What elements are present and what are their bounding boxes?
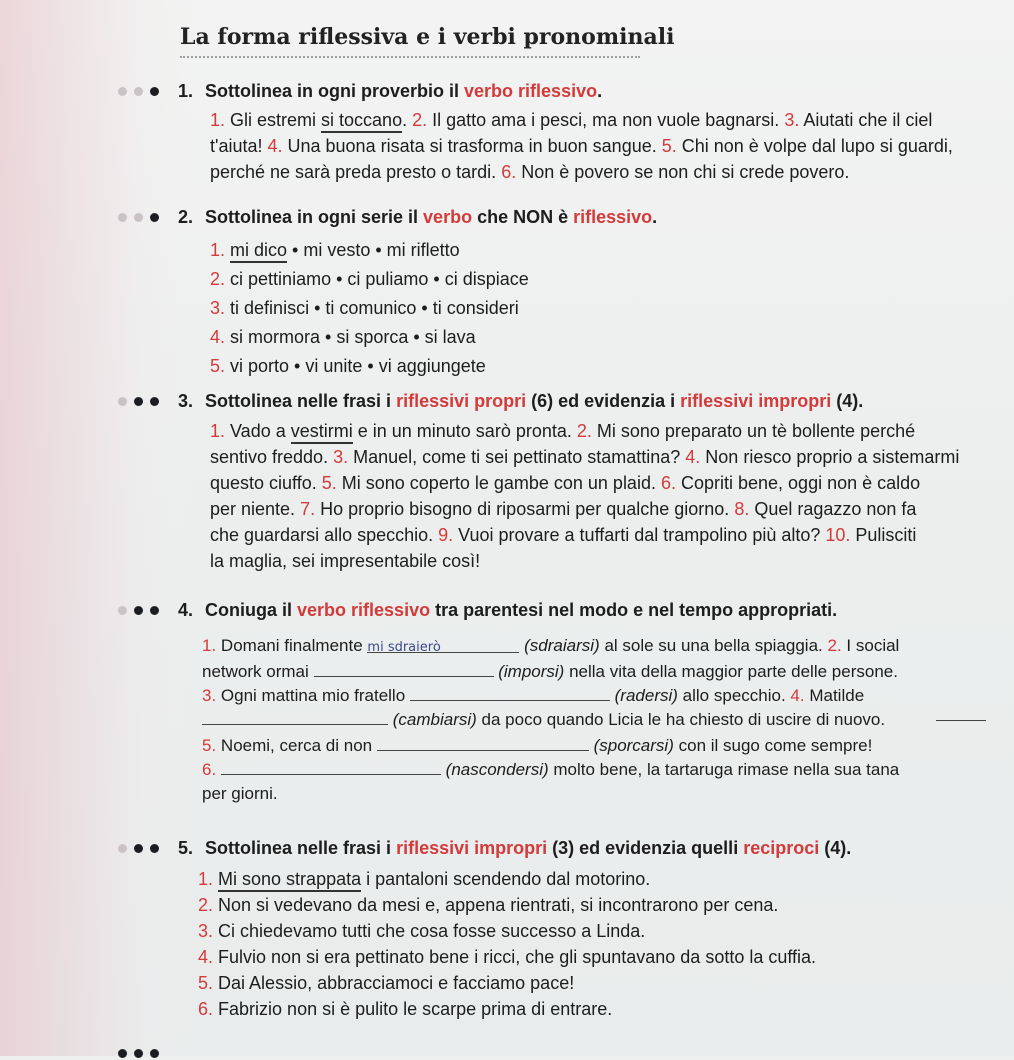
difficulty-dot xyxy=(150,397,159,406)
list-item: 6. Fabrizio non si è pulito le scarpe prima di entrare. xyxy=(198,999,613,1019)
difficulty-dot xyxy=(134,213,143,222)
difficulty-dots-6 xyxy=(118,1048,180,1060)
difficulty-dot xyxy=(118,87,127,96)
difficulty-dot xyxy=(134,844,143,853)
list-item: 2. Non si vedevano da mesi e, appena rientrati, si incontrarono per cena. xyxy=(198,895,779,915)
answer-blank[interactable] xyxy=(936,704,986,721)
difficulty-dot xyxy=(134,1049,143,1058)
exercise-2-heading: 2. Sottolinea in ogni serie il verbo che NON è riflessivo. xyxy=(178,207,658,227)
fill-line-6: 6. (nascondersi) molto bene, la tartaruga rimase nella sua tana xyxy=(202,760,900,779)
difficulty-dot xyxy=(150,213,159,222)
exercise-2-list xyxy=(210,236,529,381)
list-item: 4. Fulvio non si era pettinato bene i ricci, che gli spuntavano da sotto la cuffia. xyxy=(198,947,817,967)
exercise-5-heading: 5. Sottolinea nelle frasi i riflessivi impropri (3) ed evidenzia quelli reciproci (4). xyxy=(178,838,852,858)
list-item: 3. Ci chiedevamo tutti che cosa fosse successo a Linda. xyxy=(198,921,646,941)
difficulty-dots-3 xyxy=(118,396,180,408)
fill-line-2: network ormai (imporsi) nella vita della maggior parte delle persone. xyxy=(202,662,898,681)
answer-blank[interactable] xyxy=(377,734,589,751)
difficulty-dot xyxy=(118,1049,127,1058)
list-item: 1. mi dico • mi vesto • mi rifletto xyxy=(210,236,529,265)
text-line: che guardarsi allo specchio. 9. Vuoi provare a tuffarti dal trampolino più alto? 10. Pulisciti xyxy=(210,525,917,545)
fill-line-1: 1. Domani finalmente mi sdraierò (sdraiarsi) al sole su una bella spiaggia. 2. I social xyxy=(202,636,900,655)
text-line: 1. Vado a vestirmi e in un minuto sarò pronta. 2. Mi sono preparato un tè bollente perché xyxy=(210,418,959,444)
text-line: sentivo freddo. 3. Manuel, come ti sei pettinato stamattina? 4. Non riesco proprio a sistemarmi xyxy=(210,447,960,467)
title-divider xyxy=(180,56,640,58)
difficulty-dot xyxy=(118,606,127,615)
difficulty-dot xyxy=(118,213,127,222)
exercise-1-text xyxy=(210,107,953,185)
exercise-4-heading: 4. Coniuga il verbo riflessivo tra parentesi nel modo e nel tempo appropriati. xyxy=(178,600,838,620)
list-item: 3. ti definisci • ti comunico • ti consideri xyxy=(210,298,519,318)
exercise-3-text xyxy=(210,418,959,574)
difficulty-dot xyxy=(134,87,143,96)
difficulty-dot xyxy=(118,844,127,853)
fill-line-4: (cambiarsi) da poco quando Licia le ha chiesto di uscire di nuovo. xyxy=(202,708,885,730)
answer-text: mi sdraierò xyxy=(367,640,441,655)
difficulty-dot xyxy=(134,606,143,615)
answer-blank[interactable] xyxy=(314,660,494,677)
exercise-3-heading: 3. Sottolinea nelle frasi i riflessivi propri (6) ed evidenzia i riflessivi impropri (4). xyxy=(178,391,864,411)
list-item: 4. si mormora • si sporca • si lava xyxy=(210,327,476,347)
difficulty-dot xyxy=(134,397,143,406)
text-line: questo ciuffo. 5. Mi sono coperto le gambe con un plaid. 6. Copriti bene, oggi non è caldo xyxy=(210,473,921,493)
difficulty-dots-4 xyxy=(118,605,180,617)
text-line: la maglia, sei impresentabile così! xyxy=(210,551,481,571)
difficulty-dot xyxy=(150,606,159,615)
fill-line-3: 3. Ogni mattina mio fratello (radersi) allo specchio. 4. Matilde xyxy=(202,686,865,705)
list-item: 1. Mi sono strappata i pantaloni scendendo dal motorino. xyxy=(198,866,816,892)
text-line: t'aiuta! 4. Una buona risata si trasforma in buon sangue. 5. Chi non è volpe dal lupo si guardi, xyxy=(210,136,953,156)
fill-line-5: 5. Noemi, cerca di non (sporcarsi) con il sugo come sempre! xyxy=(202,736,873,755)
difficulty-dot xyxy=(150,844,159,853)
list-item: 5. vi porto • vi unite • vi aggiungete xyxy=(210,356,486,376)
difficulty-dot xyxy=(150,87,159,96)
difficulty-dots-2 xyxy=(118,212,180,224)
answer-blank[interactable] xyxy=(367,636,519,653)
page-title: La forma riflessiva e i verbi pronominali xyxy=(180,24,675,50)
fill-line-3-end xyxy=(936,704,986,726)
list-item: 2. ci pettiniamo • ci puliamo • ci dispiace xyxy=(210,269,529,289)
text-line: perché ne sarà preda presto o tardi. 6. Non è povero se non chi si crede povero. xyxy=(210,162,850,182)
list-item: 5. Dai Alessio, abbracciamoci e facciamo pace! xyxy=(198,973,575,993)
exercise-5-list xyxy=(198,866,816,1022)
text-line: per niente. 7. Ho proprio bisogno di riposarmi per qualche giorno. 8. Quel ragazzo non fa xyxy=(210,499,917,519)
answer-blank[interactable] xyxy=(202,708,388,725)
difficulty-dot xyxy=(150,1049,159,1058)
difficulty-dot xyxy=(118,397,127,406)
fill-line-7: per giorni. xyxy=(202,784,278,803)
answer-blank[interactable] xyxy=(410,684,610,701)
answer-blank[interactable] xyxy=(221,758,441,775)
text-line: 1. Gli estremi si toccano. 2. Il gatto ama i pesci, ma non vuole bagnarsi. 3. Aiutati che il ciel xyxy=(210,107,953,133)
difficulty-dots-1 xyxy=(118,86,180,98)
difficulty-dots-5 xyxy=(118,843,180,855)
exercise-1-heading: 1. Sottolinea in ogni proverbio il verbo riflessivo. xyxy=(178,81,603,101)
